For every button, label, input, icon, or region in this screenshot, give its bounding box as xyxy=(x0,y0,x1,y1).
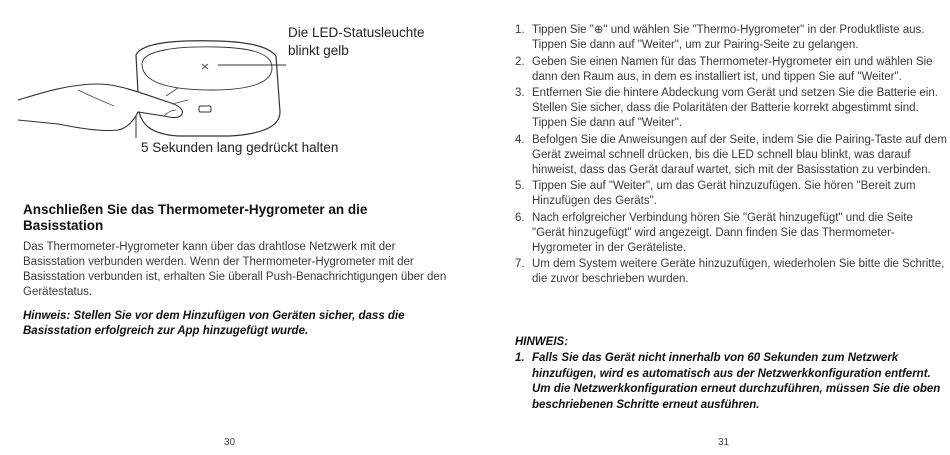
section-title: Anschließen Sie das Thermometer-Hygrometer an die Basisstation xyxy=(23,202,368,233)
step-number: 2. xyxy=(515,55,525,68)
step-number: 5. xyxy=(515,180,525,192)
step-text: Entfernen Sie die hintere Abdeckung vom Gerät und setzen Sie die Batterie ein. Stellen Sie sicher, dass die Polaritäten der Batterie korrekt abgestimmt sind. Tippen Sie dann auf "Weiter". xyxy=(532,87,938,129)
step-item xyxy=(515,55,947,85)
section-note: Hinweis: Stellen Sie vor dem Hinzufügen von Geräten sicher, dass die Basisstation erfolgreich zur App hinzugefügt wurde. xyxy=(23,310,405,337)
step-item xyxy=(515,257,947,287)
hold-duration-callout: 5 Sekunden lang gedrückt halten xyxy=(141,140,339,155)
step-item xyxy=(515,133,947,178)
step-item xyxy=(515,86,947,131)
step-item xyxy=(515,179,947,209)
led-status-callout: Die LED-Statusleuchte blinkt gelb xyxy=(288,25,425,58)
step-number: 1. xyxy=(515,24,525,36)
step-number: 7. xyxy=(515,258,525,270)
page-number-right: 31 xyxy=(718,437,730,448)
hinweis-title: HINWEIS: xyxy=(515,336,569,348)
right-page xyxy=(475,0,950,455)
step-text: Um dem System weitere Geräte hinzuzufügen, wiederholen Sie bitte die Schritte, die zuvor beschrieben wurden. xyxy=(532,258,945,285)
step-text: Nach erfolgreicher Verbindung hören Sie "Gerät hinzugefügt" und die Seite "Gerät hinzugefügt" wird angezeigt. Dann finden Sie das Thermometer-Hygrometer in der Geräteliste. xyxy=(532,211,913,254)
step-text: Tippen Sie "⊕" und wählen Sie "Thermo-Hygrometer" in der Produktliste aus. Tippen Sie dann auf "Weiter", um zur Pairing-Seite zu gelangen. xyxy=(532,24,925,51)
step-number: 4. xyxy=(515,133,525,146)
hinweis-text: Falls Sie das Gerät nicht innerhalb von 60 Sekunden zum Netzwerk hinzufügen, wird es automatisch aus der Netzwerkkonfiguration entfernt. Um die Netzwerkkonfiguration erneut durchzuführen, müssen Sie die oben beschriebenen Schritte erneut ausführen. xyxy=(532,352,941,411)
section-body: Das Thermometer-Hygrometer kann über das drahtlose Netzwerk mit der Basisstation verbunden werden. Wenn der Thermometer-Hygrometer mit der Basisstation verbunden ist, erhalten Sie überall Push-Benachrichtigungen über den Gerätestatus. xyxy=(23,241,447,298)
step-item xyxy=(515,23,947,53)
step-text: Tippen Sie auf "Weiter", um das Gerät hinzuzufügen. Sie hören "Bereit zum Hinzufügen des Geräts". xyxy=(532,180,916,207)
steps-list xyxy=(515,23,947,289)
page-number-left: 30 xyxy=(224,437,236,448)
step-text: Geben Sie einen Namen für das Thermometer-Hygrometer ein und wählen Sie dann den Raum aus, in dem es installiert ist, und tippen Sie auf "Weiter". xyxy=(532,55,933,83)
hinweis-item xyxy=(515,351,950,413)
step-text: Befolgen Sie die Anweisungen auf der Seite, indem Sie die Pairing-Taste auf dem Gerät zweimal schnell drücken, bis die LED schnell blau blinkt, was darauf hinweist, dass das Gerät darauf wartet, sich mit der Basisstation zu verbinden. xyxy=(532,133,947,176)
hinweis-number: 1. xyxy=(515,352,525,364)
step-item xyxy=(515,211,947,256)
step-number: 3. xyxy=(515,87,525,99)
step-number: 6. xyxy=(515,211,525,224)
